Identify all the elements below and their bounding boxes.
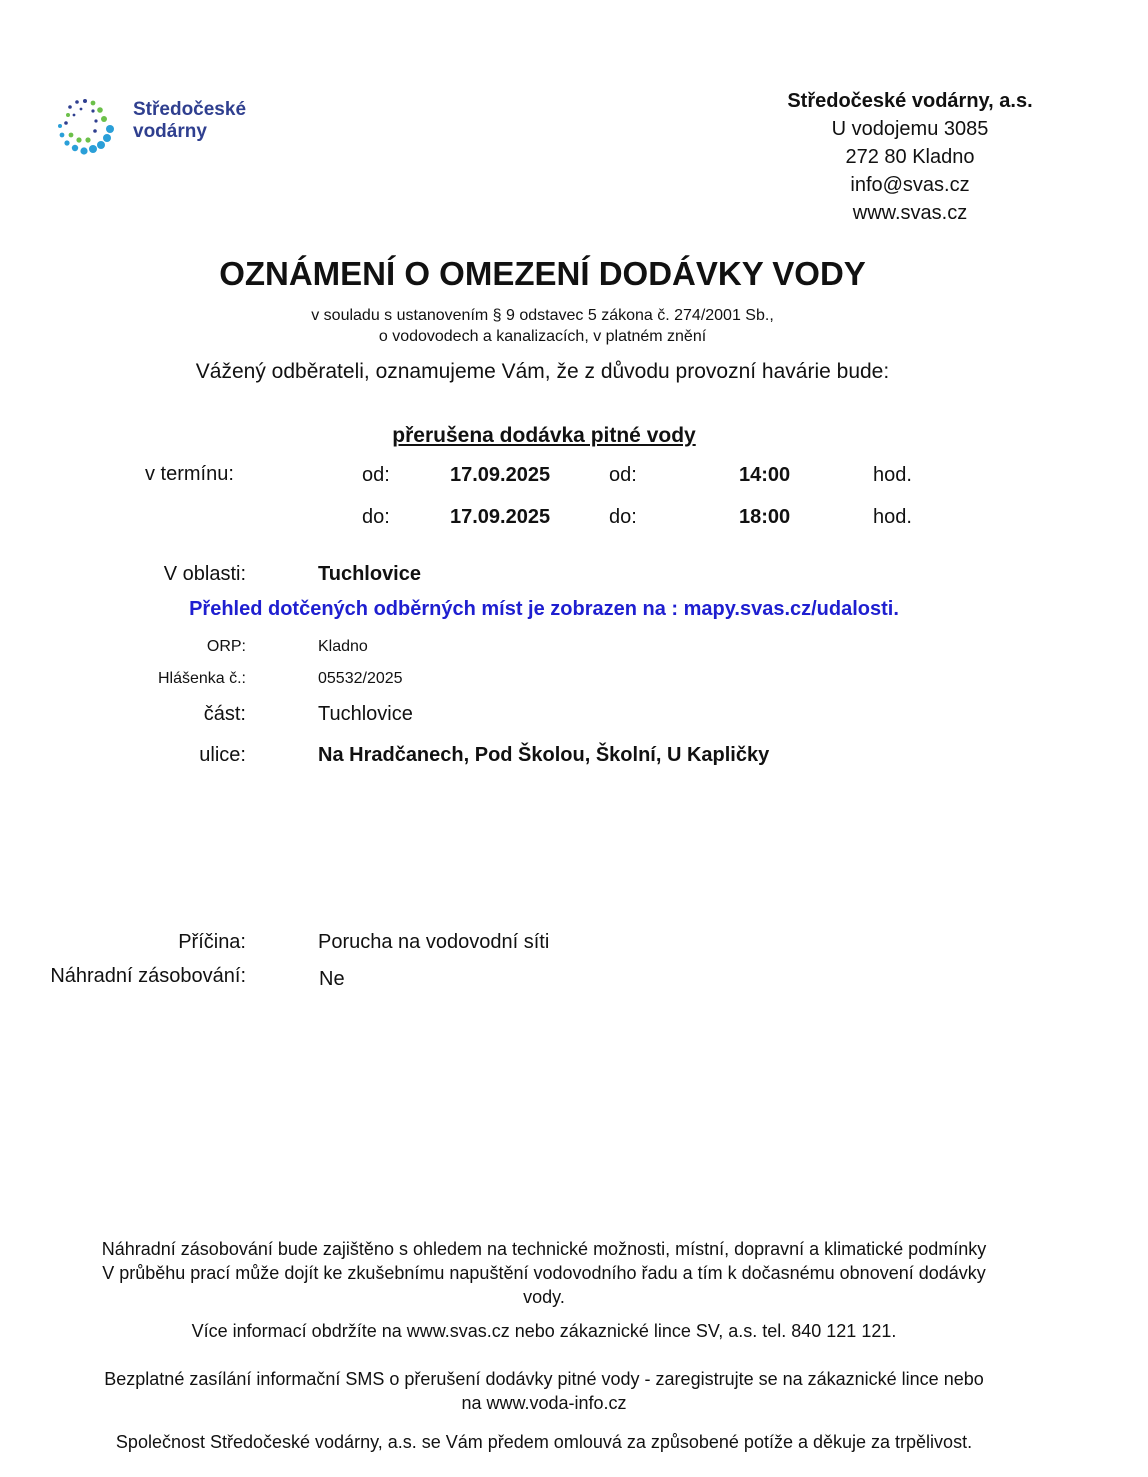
area-value: Tuchlovice xyxy=(318,563,421,585)
streets-label: ulice: xyxy=(199,744,246,766)
footer-sms-line-1: Bezplatné zasílání informační SMS o přerušení dodávky pitné vody - zaregistrujte se na zákaznické lince nebo xyxy=(104,1369,984,1389)
dotted-circle-logo-icon xyxy=(55,93,125,157)
to-date: 17.09.2025 xyxy=(450,506,551,528)
orp-value: Kladno xyxy=(318,638,368,655)
part-value: Tuchlovice xyxy=(318,703,413,725)
footer-line-1: Náhradní zásobování bude zajištěno s ohledem na technické možnosti, místní, dopravní a klimatické podmínky xyxy=(101,1239,987,1259)
footer-line-2: V průběhu prací může dojít ke zkušebnímu napuštění vodovodního řadu a tím k dočasnému obnovení dodávky xyxy=(102,1263,986,1283)
footer-sms xyxy=(0,1367,1088,1415)
legal-line-1: v souladu s ustanovením § 9 odstavec 5 zákona č. 274/2001 Sb., xyxy=(311,307,774,324)
company-address-block xyxy=(740,87,1080,227)
event-heading: přerušena dodávka pitné vody xyxy=(392,424,696,447)
greeting: Vážený odběrateli, oznamujeme Vám, že z důvodu provozní havárie bude: xyxy=(195,360,890,383)
replacement-label: Náhradní zásobování: xyxy=(50,965,246,987)
logo-line-2: vodárny xyxy=(133,121,207,142)
footer-info: Více informací obdržíte na www.svas.cz nebo zákaznické lince SV, a.s. tel. 840 121 121. xyxy=(191,1321,897,1341)
footer-notes xyxy=(0,1237,1088,1309)
to-time: 18:00 xyxy=(739,506,791,528)
area-label: V oblasti: xyxy=(163,563,246,585)
from-date: 17.09.2025 xyxy=(450,464,551,486)
company-website[interactable]: www.svas.cz xyxy=(852,202,968,224)
to-unit: hod. xyxy=(873,506,912,528)
to-time-label: do: xyxy=(609,506,637,528)
logo-wordmark xyxy=(133,99,246,143)
company-street: U vodojemu 3085 xyxy=(831,118,989,140)
page-title: OZNÁMENÍ O OMEZENÍ DODÁVKY VODY xyxy=(219,255,866,292)
schedule-label: v termínu: xyxy=(145,463,234,485)
report-label: Hlášenka č.: xyxy=(157,670,246,687)
company-logo xyxy=(55,93,265,157)
from-unit: hod. xyxy=(873,464,912,486)
report-number: 05532/2025 xyxy=(318,670,403,687)
map-link[interactable]: Přehled dotčených odběrných míst je zobrazen na : mapy.svas.cz/udalosti. xyxy=(189,598,899,620)
from-label: od: xyxy=(362,464,390,486)
from-time: 14:00 xyxy=(739,464,791,486)
from-time-label: od: xyxy=(609,464,637,486)
legal-reference xyxy=(0,305,1085,347)
footer-line-3: vody. xyxy=(523,1287,565,1307)
footer-sms-line-2: na www.voda-info.cz xyxy=(461,1393,627,1413)
footer-apology: Společnost Středočeské vodárny, a.s. se Vám předem omlouvá za způsobené potíže a děkuje za trpělivost. xyxy=(115,1432,973,1452)
logo-line-1: Středočeské xyxy=(133,99,247,120)
company-city: 272 80 Kladno xyxy=(845,146,975,168)
cause-value: Porucha na vodovodní síti xyxy=(318,931,550,953)
cause-label: Příčina: xyxy=(178,931,246,953)
streets-value: Na Hradčanech, Pod Školou, Školní, U Kapličky xyxy=(318,744,770,766)
to-label: do: xyxy=(362,506,390,528)
legal-line-2: o vodovodech a kanalizacích, v platném znění xyxy=(378,328,707,345)
part-label: část: xyxy=(203,703,246,725)
company-name: Středočeské vodárny, a.s. xyxy=(787,90,1033,112)
replacement-value: Ne xyxy=(319,968,345,990)
company-email[interactable]: info@svas.cz xyxy=(850,174,970,196)
orp-label: ORP: xyxy=(206,638,246,655)
